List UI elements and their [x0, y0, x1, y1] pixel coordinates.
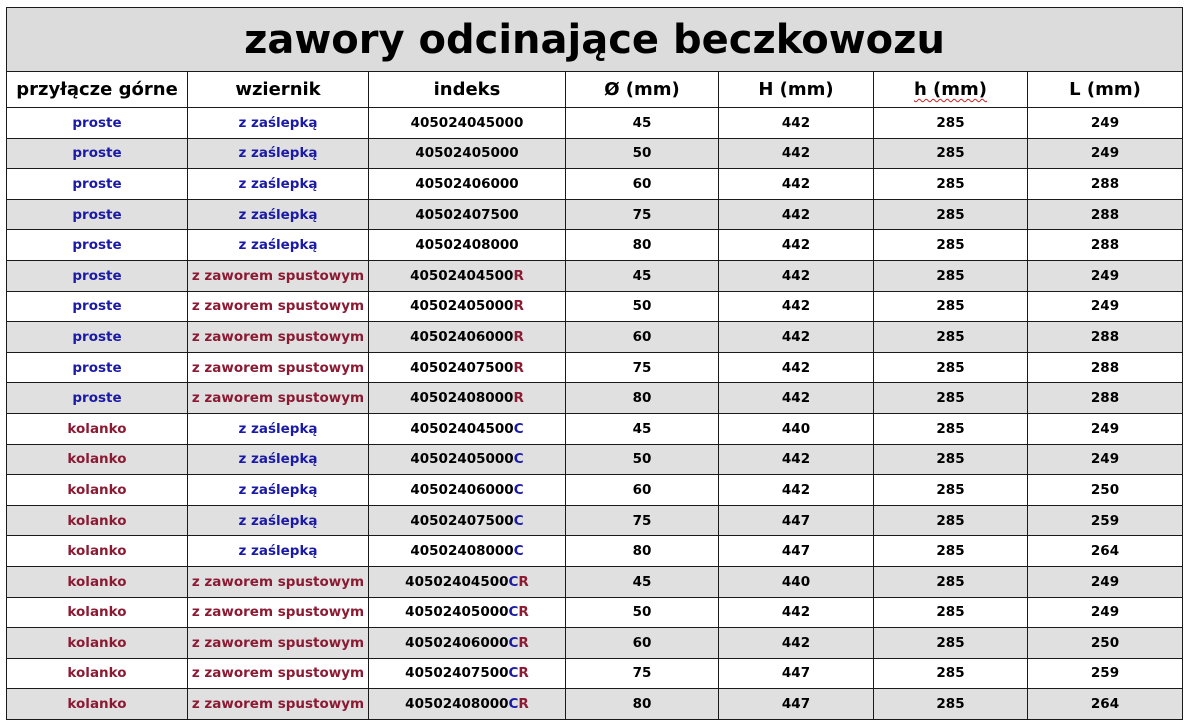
cell-diameter: 50	[566, 291, 719, 322]
cell-przylacze: kolanko	[7, 475, 188, 506]
cell-length: 250	[1028, 628, 1183, 659]
cell-indeks	[369, 444, 566, 475]
cell-height-h: 285	[874, 199, 1028, 230]
indeks-suffix-r: R	[518, 634, 529, 651]
cell-diameter: 45	[566, 260, 719, 291]
table-row	[7, 322, 1183, 353]
indeks-base: 40502408000	[405, 696, 509, 713]
indeks-suffix-r: R	[513, 390, 524, 407]
cell-height-H: 442	[719, 597, 874, 628]
cell-wziernik: z zaworem spustowym	[188, 260, 369, 291]
table-row	[7, 628, 1183, 659]
cell-indeks	[369, 352, 566, 383]
cell-diameter: 45	[566, 413, 719, 444]
cell-przylacze: kolanko	[7, 689, 188, 720]
cell-indeks	[369, 383, 566, 414]
cell-length: 264	[1028, 536, 1183, 567]
cell-diameter: 60	[566, 475, 719, 506]
indeks-suffix-c: C	[508, 696, 519, 713]
cell-length: 259	[1028, 658, 1183, 689]
cell-height-h: 285	[874, 291, 1028, 322]
cell-diameter: 50	[566, 597, 719, 628]
cell-height-H: 447	[719, 536, 874, 567]
cell-length: 259	[1028, 505, 1183, 536]
indeks-base: 40502407500	[405, 665, 509, 682]
cell-diameter: 75	[566, 199, 719, 230]
cell-height-h: 285	[874, 689, 1028, 720]
cell-wziernik: z zaworem spustowym	[188, 383, 369, 414]
cell-indeks	[369, 138, 566, 169]
cell-wziernik: z zaślepką	[188, 505, 369, 536]
cell-przylacze: kolanko	[7, 658, 188, 689]
indeks-base: 40502407500	[415, 206, 519, 223]
table-row	[7, 230, 1183, 261]
page-title: zawory odcinające beczkowozu	[7, 8, 1183, 72]
cell-height-h: 285	[874, 322, 1028, 353]
cell-indeks	[369, 322, 566, 353]
cell-height-h: 285	[874, 260, 1028, 291]
indeks-base: 40502405000	[415, 145, 519, 162]
indeks-base: 40502404500	[410, 267, 514, 284]
cell-height-H: 447	[719, 658, 874, 689]
cell-height-h: 285	[874, 169, 1028, 200]
cell-przylacze: kolanko	[7, 536, 188, 567]
indeks-suffix-r: R	[518, 573, 529, 590]
indeks-base: 40502406000	[410, 328, 514, 345]
cell-indeks	[369, 658, 566, 689]
cell-height-h: 285	[874, 597, 1028, 628]
cell-diameter: 75	[566, 352, 719, 383]
cell-indeks	[369, 536, 566, 567]
cell-length: 249	[1028, 413, 1183, 444]
cell-diameter: 80	[566, 230, 719, 261]
cell-przylacze: kolanko	[7, 597, 188, 628]
cell-height-H: 442	[719, 199, 874, 230]
cell-wziernik: z zaślepką	[188, 108, 369, 139]
cell-przylacze: kolanko	[7, 566, 188, 597]
header-row	[7, 72, 1183, 108]
cell-length: 249	[1028, 260, 1183, 291]
cell-diameter: 50	[566, 138, 719, 169]
cell-height-H: 442	[719, 291, 874, 322]
cell-height-H: 442	[719, 475, 874, 506]
cell-length: 249	[1028, 566, 1183, 597]
cell-indeks	[369, 566, 566, 597]
table-row	[7, 566, 1183, 597]
table-row	[7, 413, 1183, 444]
cell-diameter: 80	[566, 536, 719, 567]
cell-height-h: 285	[874, 352, 1028, 383]
cell-wziernik: z zaworem spustowym	[188, 658, 369, 689]
indeks-base: 40502405000	[405, 604, 509, 621]
table-row	[7, 658, 1183, 689]
indeks-base: 405024045000	[410, 114, 524, 131]
cell-przylacze: proste	[7, 199, 188, 230]
cell-indeks	[369, 169, 566, 200]
table-row	[7, 108, 1183, 139]
cell-height-h: 285	[874, 658, 1028, 689]
cell-diameter: 45	[566, 566, 719, 597]
cell-diameter: 50	[566, 444, 719, 475]
cell-height-H: 442	[719, 383, 874, 414]
cell-length: 288	[1028, 169, 1183, 200]
table-row	[7, 505, 1183, 536]
cell-length: 249	[1028, 597, 1183, 628]
cell-diameter: 60	[566, 628, 719, 659]
column-header-indeks: indeks	[369, 72, 566, 108]
cell-height-H: 442	[719, 352, 874, 383]
table-row	[7, 444, 1183, 475]
cell-przylacze: proste	[7, 138, 188, 169]
cell-height-H: 442	[719, 628, 874, 659]
table-row	[7, 475, 1183, 506]
cell-wziernik: z zaślepką	[188, 475, 369, 506]
indeks-suffix-c: C	[508, 665, 519, 682]
table-row	[7, 138, 1183, 169]
cell-wziernik: z zaślepką	[188, 169, 369, 200]
cell-przylacze: kolanko	[7, 505, 188, 536]
indeks-suffix-c: C	[513, 481, 524, 498]
indeks-base: 40502404500	[410, 420, 514, 437]
cell-length: 249	[1028, 291, 1183, 322]
cell-length: 288	[1028, 383, 1183, 414]
cell-indeks	[369, 475, 566, 506]
cell-przylacze: proste	[7, 352, 188, 383]
cell-diameter: 80	[566, 383, 719, 414]
cell-height-h: 285	[874, 505, 1028, 536]
cell-length: 288	[1028, 322, 1183, 353]
cell-height-H: 447	[719, 689, 874, 720]
cell-height-h: 285	[874, 413, 1028, 444]
cell-przylacze: proste	[7, 169, 188, 200]
cell-diameter: 60	[566, 169, 719, 200]
cell-przylacze: kolanko	[7, 444, 188, 475]
cell-diameter: 60	[566, 322, 719, 353]
indeks-suffix-r: R	[518, 696, 529, 713]
cell-przylacze: kolanko	[7, 628, 188, 659]
cell-height-H: 442	[719, 260, 874, 291]
cell-height-h: 285	[874, 108, 1028, 139]
indeks-suffix-r: R	[513, 298, 524, 315]
column-header-height-h	[874, 72, 1028, 108]
indeks-base: 40502406000	[405, 634, 509, 651]
cell-height-h: 285	[874, 230, 1028, 261]
cell-height-h: 285	[874, 566, 1028, 597]
indeks-base: 40502408000	[415, 237, 519, 254]
indeks-base: 40502406000	[415, 175, 519, 192]
column-header-length: L (mm)	[1028, 72, 1183, 108]
indeks-base: 40502408000	[410, 390, 514, 407]
cell-length: 288	[1028, 199, 1183, 230]
cell-height-H: 442	[719, 230, 874, 261]
cell-height-H: 447	[719, 505, 874, 536]
cell-height-H: 442	[719, 169, 874, 200]
cell-indeks	[369, 689, 566, 720]
column-header-przylacze: przyłącze górne	[7, 72, 188, 108]
column-header-diameter: Ø (mm)	[566, 72, 719, 108]
indeks-suffix-c: C	[513, 543, 524, 560]
cell-przylacze: proste	[7, 230, 188, 261]
cell-przylacze: proste	[7, 383, 188, 414]
valve-spec-table	[6, 7, 1183, 720]
cell-przylacze: proste	[7, 291, 188, 322]
indeks-suffix-r: R	[513, 359, 524, 376]
indeks-suffix-c: C	[513, 512, 524, 529]
table-row	[7, 352, 1183, 383]
column-header-height-h-text: h (mm)	[913, 79, 988, 100]
cell-length: 288	[1028, 352, 1183, 383]
cell-indeks	[369, 628, 566, 659]
cell-przylacze: kolanko	[7, 413, 188, 444]
cell-wziernik: z zaworem spustowym	[188, 689, 369, 720]
cell-indeks	[369, 199, 566, 230]
cell-height-h: 285	[874, 536, 1028, 567]
cell-wziernik: z zaślepką	[188, 413, 369, 444]
cell-length: 288	[1028, 230, 1183, 261]
indeks-base: 40502408000	[410, 543, 514, 560]
cell-przylacze: proste	[7, 322, 188, 353]
table-row	[7, 689, 1183, 720]
cell-wziernik: z zaślepką	[188, 199, 369, 230]
cell-diameter: 45	[566, 108, 719, 139]
cell-wziernik: z zaślepką	[188, 138, 369, 169]
cell-indeks	[369, 597, 566, 628]
indeks-base: 40502406000	[410, 481, 514, 498]
table-row	[7, 291, 1183, 322]
indeks-base: 40502405000	[410, 298, 514, 315]
cell-wziernik: z zaworem spustowym	[188, 322, 369, 353]
indeks-suffix-c: C	[508, 604, 519, 621]
cell-height-H: 440	[719, 566, 874, 597]
indeks-base: 40502407500	[410, 359, 514, 376]
indeks-suffix-r: R	[518, 604, 529, 621]
cell-height-H: 442	[719, 444, 874, 475]
column-header-wziernik: wziernik	[188, 72, 369, 108]
cell-wziernik: z zaworem spustowym	[188, 628, 369, 659]
cell-height-h: 285	[874, 383, 1028, 414]
cell-wziernik: z zaworem spustowym	[188, 566, 369, 597]
indeks-base: 40502405000	[410, 451, 514, 468]
cell-length: 249	[1028, 444, 1183, 475]
indeks-suffix-c: C	[508, 634, 519, 651]
cell-diameter: 75	[566, 658, 719, 689]
indeks-base: 40502407500	[410, 512, 514, 529]
table-row	[7, 536, 1183, 567]
cell-height-H: 442	[719, 322, 874, 353]
cell-indeks	[369, 505, 566, 536]
indeks-base: 40502404500	[405, 573, 509, 590]
indeks-suffix-c: C	[508, 573, 519, 590]
table-row	[7, 383, 1183, 414]
title-row	[7, 8, 1183, 72]
indeks-suffix-c: C	[513, 451, 524, 468]
cell-przylacze: proste	[7, 260, 188, 291]
cell-wziernik: z zaślepką	[188, 536, 369, 567]
indeks-suffix-r: R	[513, 267, 524, 284]
cell-indeks	[369, 260, 566, 291]
cell-wziernik: z zaworem spustowym	[188, 352, 369, 383]
cell-height-h: 285	[874, 138, 1028, 169]
table-row	[7, 260, 1183, 291]
cell-wziernik: z zaślepką	[188, 230, 369, 261]
cell-diameter: 80	[566, 689, 719, 720]
cell-indeks	[369, 108, 566, 139]
cell-height-H: 442	[719, 108, 874, 139]
cell-wziernik: z zaślepką	[188, 444, 369, 475]
table-row	[7, 597, 1183, 628]
cell-height-H: 442	[719, 138, 874, 169]
cell-height-h: 285	[874, 475, 1028, 506]
cell-length: 249	[1028, 108, 1183, 139]
column-header-height-H: H (mm)	[719, 72, 874, 108]
cell-height-H: 440	[719, 413, 874, 444]
cell-diameter: 75	[566, 505, 719, 536]
cell-wziernik: z zaworem spustowym	[188, 291, 369, 322]
cell-length: 250	[1028, 475, 1183, 506]
cell-indeks	[369, 230, 566, 261]
indeks-suffix-c: C	[513, 420, 524, 437]
indeks-suffix-r: R	[513, 328, 524, 345]
cell-indeks	[369, 291, 566, 322]
table-row	[7, 199, 1183, 230]
cell-height-h: 285	[874, 444, 1028, 475]
cell-wziernik: z zaworem spustowym	[188, 597, 369, 628]
table-row	[7, 169, 1183, 200]
cell-length: 264	[1028, 689, 1183, 720]
cell-length: 249	[1028, 138, 1183, 169]
cell-indeks	[369, 413, 566, 444]
indeks-suffix-r: R	[518, 665, 529, 682]
cell-przylacze: proste	[7, 108, 188, 139]
cell-height-h: 285	[874, 628, 1028, 659]
